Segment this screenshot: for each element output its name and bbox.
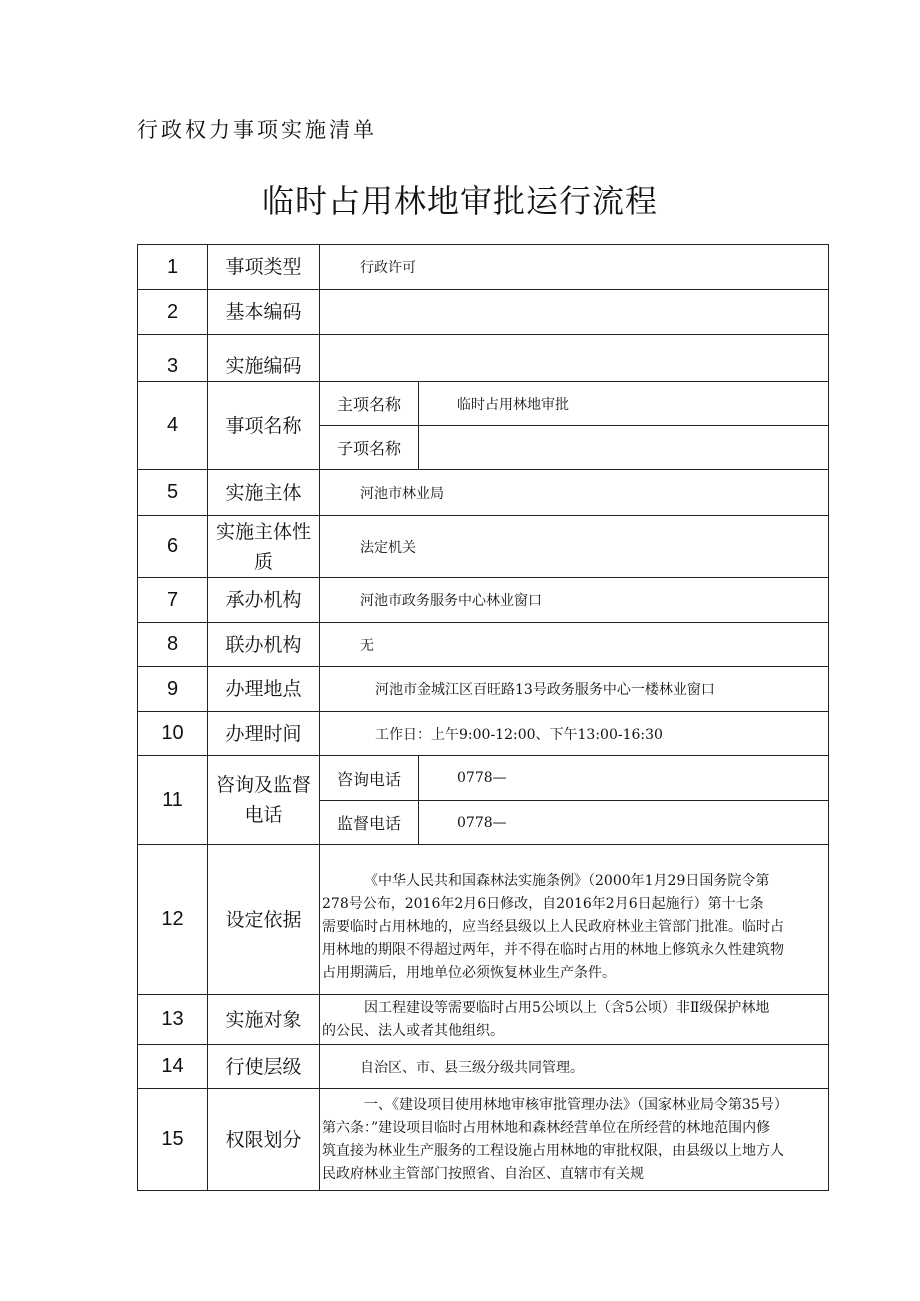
- row-label: 实施对象: [208, 995, 320, 1045]
- text-line: 筑直接为林业生产服务的工程设施占用林地的审批权限，由县级以上地方人: [322, 1142, 784, 1159]
- row-label-line: 实施主体性: [215, 520, 311, 543]
- row-number: 14: [138, 1045, 208, 1089]
- row-number: 10: [138, 712, 208, 756]
- text-line: 一、《建设项目使用林地审核审批管理办法》（国家林业局令第35号）: [364, 1096, 788, 1113]
- row-number: 5: [138, 470, 208, 516]
- text-line: 需要临时占用林地的，应当经县级以上人民政府林业主管部门批准。临时占: [322, 919, 784, 935]
- row-number: 15: [138, 1089, 208, 1191]
- supervise-phone-label: 监督电话: [320, 801, 419, 845]
- row-number: 4: [138, 382, 208, 470]
- text-line: 《中华人民共和国森林法实施条例》（2000年1月29日国务院令第: [364, 873, 770, 889]
- row-value: [320, 290, 829, 335]
- row-label-line: 咨询及监督: [215, 774, 311, 796]
- supervise-phone-value: 0778—: [419, 801, 829, 845]
- row-label: 权限划分: [208, 1089, 320, 1191]
- row-label: [208, 756, 320, 845]
- table-row: [138, 995, 829, 1045]
- row-label: 行使层级: [208, 1045, 320, 1089]
- row-value: [320, 335, 829, 382]
- text-line: 278号公布，2016年2月6日修改，自2016年2月6日起施行）第十七条: [322, 896, 764, 912]
- row-number: 9: [138, 667, 208, 712]
- table-row: [138, 712, 829, 756]
- row-label: 实施主体: [208, 470, 320, 516]
- text-line: 的公民、法人或者其他组织。: [322, 1022, 504, 1039]
- row-number: 2: [138, 290, 208, 335]
- text-line: 第六条：”建设项目临时占用林地和森林经营单位在所经营的林地范围内修: [322, 1119, 771, 1136]
- table-row: [138, 516, 829, 578]
- row-value: 自治区、市、县三级分级共同管理。: [320, 1045, 829, 1089]
- text-line: 用林地的期限不得超过两年，并不得在临时占用的林地上修筑永久性建筑物: [322, 942, 784, 958]
- document-title: 临时占用林地审批运行流程: [261, 182, 658, 220]
- table-row: [138, 1089, 829, 1191]
- row-value: 河池市政务服务中心林业窗口: [320, 578, 829, 623]
- table-row: [138, 245, 829, 290]
- table-row: [138, 290, 829, 335]
- table-row: [138, 667, 829, 712]
- page-header-title: 行政权力事项实施清单: [137, 118, 377, 142]
- table-row: [138, 335, 829, 382]
- text-line: 民政府林业主管部门按照省、自治区、直辖市有关规: [322, 1165, 644, 1182]
- row-value: 工作日：上午9:00-12:00、下午13:00-16:30: [320, 712, 829, 756]
- target-text: [320, 995, 829, 1045]
- text-line: 因工程建设等需要临时占用5公顷以上（含5公顷）非Ⅱ级保护林地: [364, 999, 770, 1016]
- row-label: 基本编码: [208, 290, 320, 335]
- row-label: 事项名称: [208, 382, 320, 470]
- row-number: 1: [138, 245, 208, 290]
- table-row: [138, 382, 829, 426]
- main-item-value: 临时占用林地审批: [419, 382, 829, 426]
- row-label: 承办机构: [208, 578, 320, 623]
- row-number: 13: [138, 995, 208, 1045]
- table-row: [138, 756, 829, 801]
- process-table: [137, 244, 829, 1191]
- sub-item-label: 子项名称: [320, 426, 419, 470]
- table-row: [138, 623, 829, 667]
- row-label: 实施编码: [208, 335, 320, 382]
- row-label: 联办机构: [208, 623, 320, 667]
- main-item-label: 主项名称: [320, 382, 419, 426]
- row-label-line: 电话: [244, 804, 283, 826]
- text-line: 占用期满后，用地单位必须恢复林业生产条件。: [322, 965, 616, 981]
- row-label: 设定依据: [208, 845, 320, 995]
- row-number: 6: [138, 516, 208, 578]
- legal-basis-text: [320, 845, 829, 995]
- row-number: 12: [138, 845, 208, 995]
- row-number: 11: [138, 756, 208, 845]
- row-number: 7: [138, 578, 208, 623]
- consult-phone-value: 0778—: [419, 756, 829, 801]
- table-row: [138, 470, 829, 516]
- authority-text: [320, 1089, 829, 1191]
- consult-phone-label: 咨询电话: [320, 756, 419, 801]
- sub-item-value: [419, 426, 829, 470]
- row-label: 事项类型: [208, 245, 320, 290]
- row-label: 办理时间: [208, 712, 320, 756]
- row-value: 河池市金城江区百旺路13号政务服务中心一楼林业窗口: [320, 667, 829, 712]
- row-value: 河池市林业局: [320, 470, 829, 516]
- table-row: [138, 1045, 829, 1089]
- row-number: 8: [138, 623, 208, 667]
- row-value: 法定机关: [320, 516, 829, 578]
- row-number: 3: [138, 335, 208, 382]
- table-row: [138, 578, 829, 623]
- table-row: [138, 845, 829, 995]
- row-value: 无: [320, 623, 829, 667]
- row-label-line: 质: [253, 550, 273, 573]
- row-value: 行政许可: [320, 245, 829, 290]
- row-label: 办理地点: [208, 667, 320, 712]
- row-label: [208, 516, 320, 578]
